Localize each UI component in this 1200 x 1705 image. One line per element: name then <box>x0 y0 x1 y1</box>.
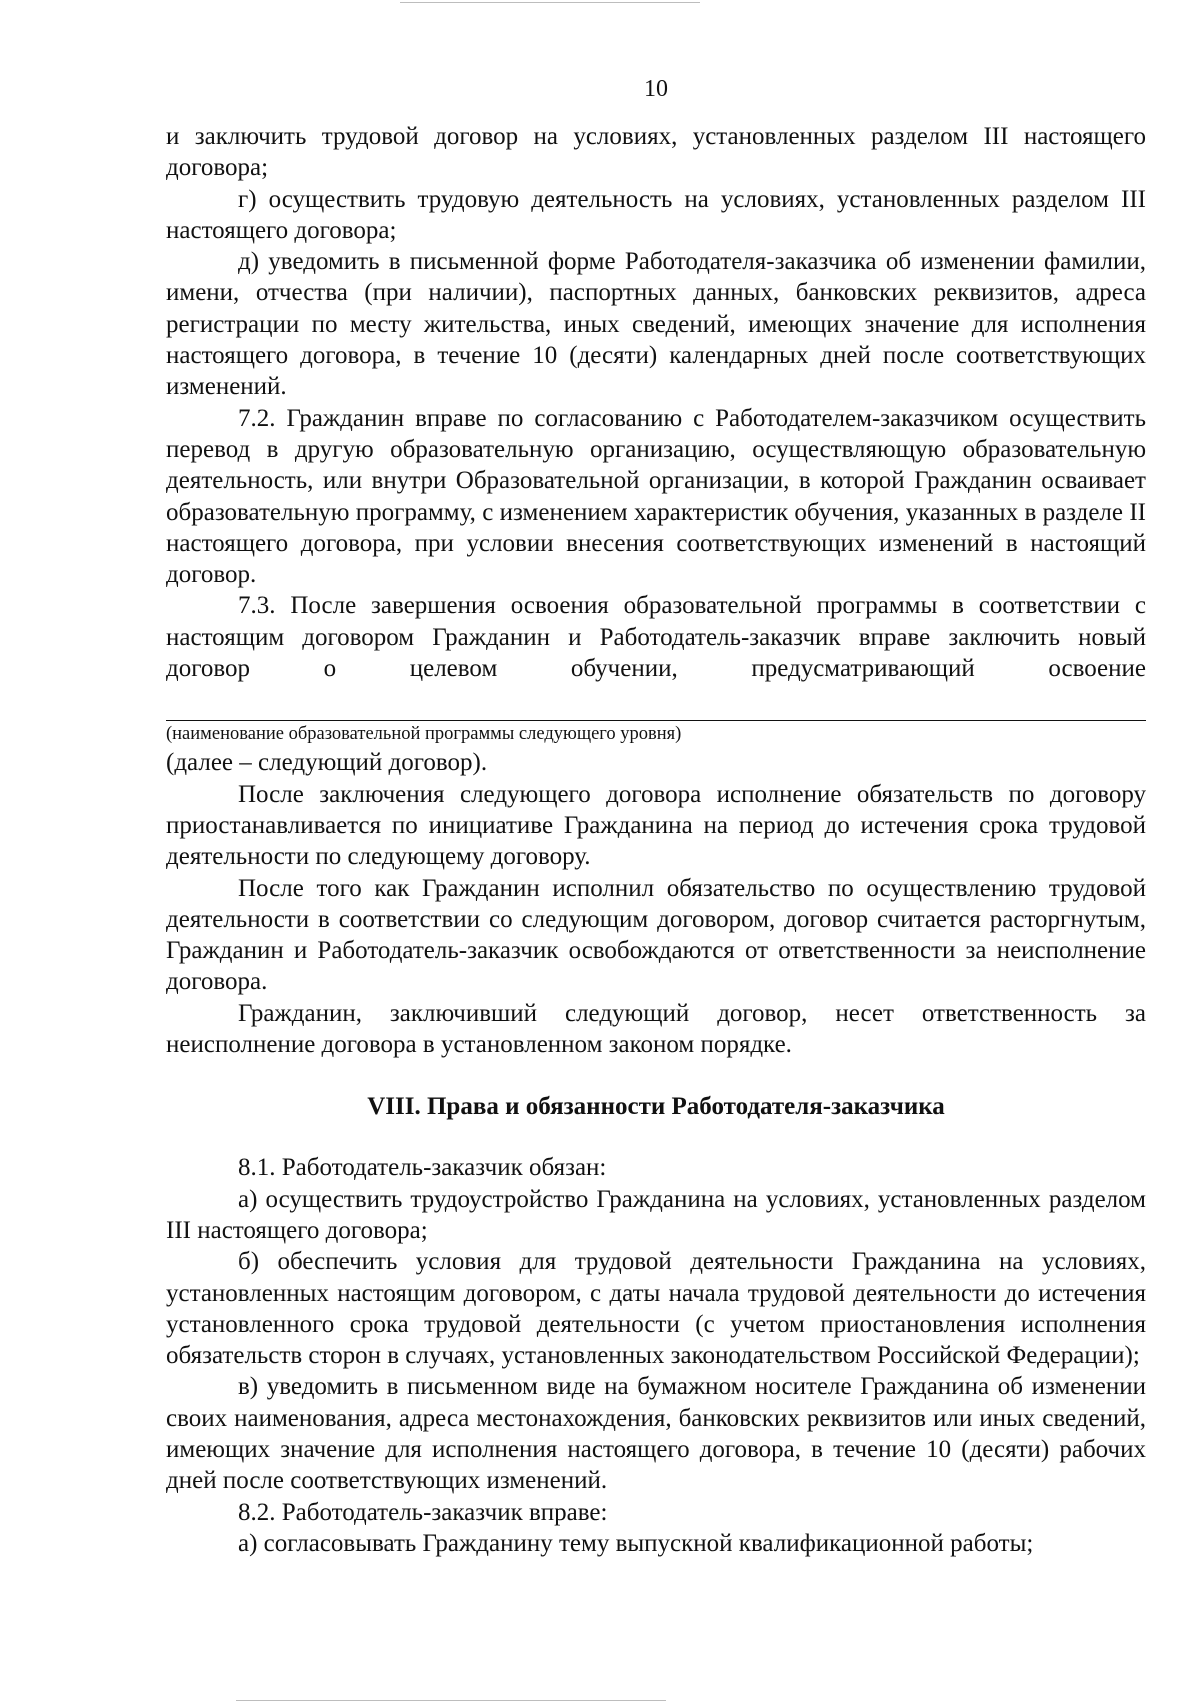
section-heading: VIII. Права и обязанности Работодателя-заказчика <box>367 1093 945 1121</box>
scan-artifact-top <box>400 2 700 3</box>
document-body <box>166 121 1146 1559</box>
paragraph-item-d: д) уведомить в письменной форме Работодателя-заказчика об изменении фамилии, имени, отчества (при наличии), паспортных данных, банковских реквизитов, адреса регистрации по месту жительства, иных сведений, имеющих значение для исполнения настоящего договора, в течение 10 (десяти) календарных дней после соответствующих изменений. <box>166 248 1146 401</box>
paragraph-clause-7-3: 7.3. После завершения освоения образовательной программы в соответствии с настоящим договором Гражданин и Работодатель-заказчик вправе заключить новый договор о целевом обучении, предусматривающий освоение <box>166 592 1146 683</box>
paragraph-item-8-2-a: а) согласовывать Гражданину тему выпускной квалификационной работы; <box>238 1529 1034 1557</box>
paragraph-clause-8-1: 8.1. Работодатель-заказчик обязан: <box>238 1154 607 1182</box>
paragraph-item-8-1-b: б) обеспечить условия для трудовой деятельности Гражданина на условиях, установленных настоящим договором, с даты начала трудовой деятельности до истечения установленного срока трудовой деятельности (с учетом приостановления исполнения обязательств сторон в случаях, установленных законодательством Российской Федерации); <box>166 1248 1146 1370</box>
paragraph-clause-7-2: 7.2. Гражданин вправе по согласованию с Работодателем-заказчиком осуществить перевод в другую образовательную организацию, осуществляющую образовательную деятельность, или внутри Образовательной организации, в которой Гражданин осваивает образовательную программу, с изменением характеристик обучения, указанных в разделе II настоящего договора, при условии внесения соответствующих изменений в настоящий договор. <box>166 404 1146 589</box>
paragraph-item-8-1-a: а) осуществить трудоустройство Гражданина на условиях, установленных разделом III настоящего договора; <box>166 1185 1146 1244</box>
paragraph-item-8-1-v: в) уведомить в письменном виде на бумажном носителе Гражданина об изменении своих наименования, адреса местонахождения, банковских реквизитов или иных сведений, имеющих значение для исполнения настоящего договора, в течение 10 (десяти) рабочих дней после соответствующих изменений. <box>166 1373 1146 1495</box>
paragraph-next-contract-note: (далее – следующий договор). <box>166 749 488 777</box>
blank-field-caption: (наименование образовательной программы следующего уровня) <box>166 724 682 745</box>
paragraph-termination: После того как Гражданин исполнил обязательство по осуществлению трудовой деятельности в соответствии со следующим договором, договор считается расторгнутым, Гражданин и Работодатель-заказчик освобождаются от ответственности за неисполнение договора. <box>166 874 1146 996</box>
page-number: 10 <box>644 76 668 102</box>
paragraph-clause-8-2: 8.2. Работодатель-заказчик вправе: <box>238 1498 608 1526</box>
paragraph-suspension: После заключения следующего договора исполнение обязательств по договору приостанавливается по инициативе Гражданина на период до истечения срока трудовой деятельности по следующему договору. <box>166 780 1146 871</box>
scan-artifact-bottom <box>236 1700 666 1701</box>
paragraph-responsibility: Гражданин, заключивший следующий договор, несет ответственность за неисполнение договора в установленном законом порядке. <box>166 999 1146 1059</box>
paragraph-item-g: г) осуществить трудовую деятельность на условиях, установленных разделом III настоящего договора; <box>166 185 1146 244</box>
paragraph-continuation: и заключить трудовой договор на условиях, установленных разделом III настоящего договора; <box>166 123 1146 182</box>
